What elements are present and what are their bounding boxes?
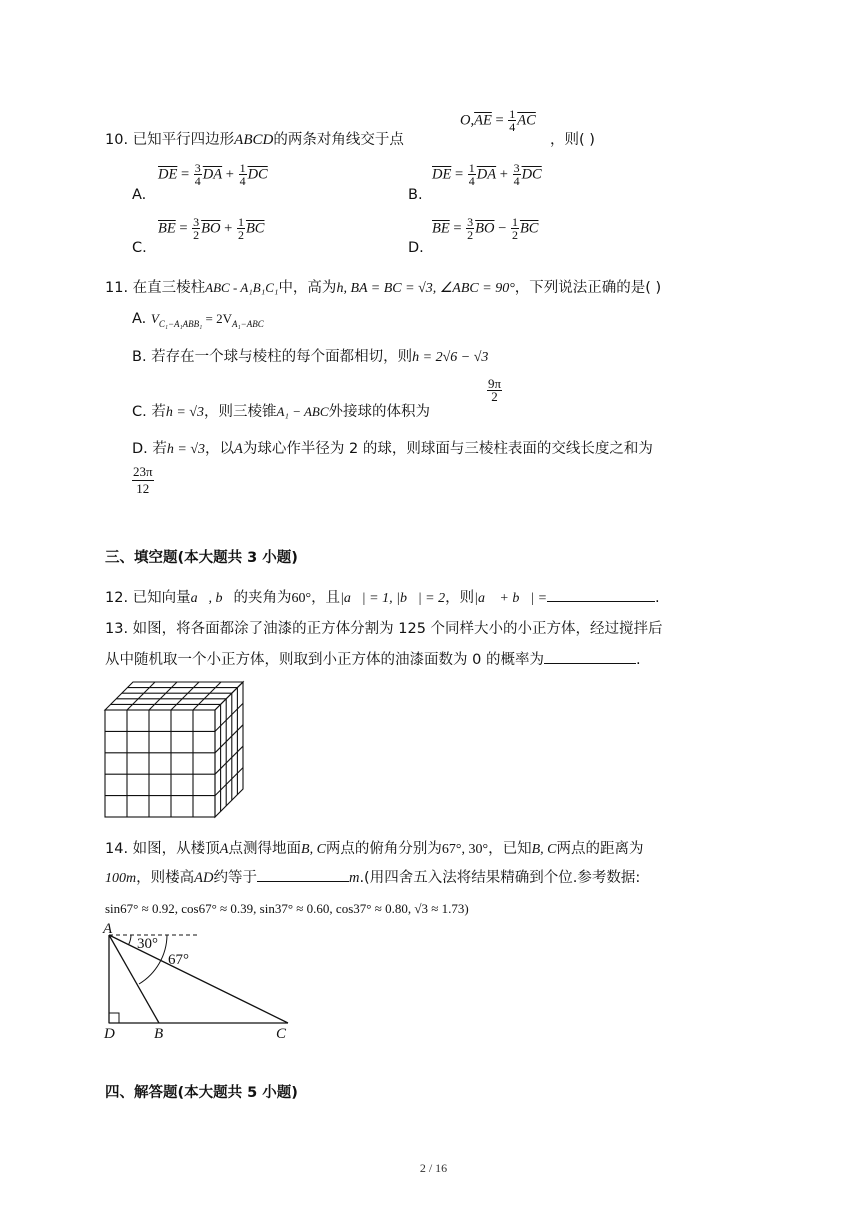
q12: 12. 已知向量a⃗, b⃗的夹角为60°，且|a⃗| = 1, |b⃗| = 2，则|a⃗ + b⃗| = . [105,590,660,606]
q10-option-a-label: A. [132,187,147,203]
q10-option-b-label: B. [408,187,423,203]
q13-line-1: 13. 如图，将各面都涂了油漆的正方体分割为 125 个同样大小的小正方体，经过搅拌后 [105,621,663,637]
q13-line-2: 从中随机取一个小正方体，则取到小正方体的油漆面数为 0 的概率为 . [105,652,641,668]
q10-option-d-label: D. [408,240,424,256]
section-4-title: 四、解答题(本大题共 5 小题) [105,1085,298,1101]
q14-answer-blank[interactable] [257,881,349,882]
q12-answer-blank[interactable] [547,601,655,602]
q11-stem: 11. 在直三棱柱ABC - A₁B₁C₁中，高为h, BA = BC = √3, ∠ABC = 90°，下列说法正确的是( ) [105,280,662,296]
point-a-label: A [103,921,113,937]
q11-option-b: B. 若存在一个球与棱柱的每个面都相切，则h = 2√6 − √3 [132,349,489,365]
q11-option-c-volume: $\frac{9\pi}{2}$ [488,376,502,404]
q10-stem: 10. 已知平行四边形ABCD的两条对角线交于点 [105,132,404,148]
building-triangle-figure [100,920,300,1045]
q14-line-2: 100m，则楼高AD约等于 m.(用四舍五入法将结果精确到个位.参考数据: [105,870,641,886]
cube-figure [100,677,250,822]
section-3-title: 三、填空题(本大题共 3 小题) [105,550,298,566]
angle-30-arc [129,935,131,945]
point-b-label: B [154,1026,164,1042]
point-c-label: C [276,1026,287,1042]
angle-67-label: 67° [168,952,189,968]
q10-option-c: $\overline{BE}$ = $\frac{3}{2}$ $\overline{BO}$ + $\frac{1}{2}$ $\overline{BC}$ [158,215,265,242]
line-ac [109,935,288,1023]
q11-option-c: C. 若h = √3，则三棱锥A₁ − ABC外接球的体积为 [132,404,431,420]
point-d-label: D [104,1026,115,1042]
q10-stem-end: ，则( ) [550,132,595,148]
q10-option-a: $\overline{DE}$ = $\frac{3}{4}$ $\overline{DA}$ + $\frac{1}{4}$ $\overline{DC}$ [158,161,268,188]
q11-option-d: D. 若h = √3，以A为球心作半径为 2 的球，则球面与三棱柱表面的交线长度之和为 [132,441,653,457]
page-number: 2 / 16 [419,1161,448,1175]
q10-option-b: $\overline{DE}$ = $\frac{1}{4}$ $\overline{DA}$ + $\frac{3}{4}$ $\overline{DC}$ [432,161,542,188]
q11-option-d-length: $\frac{23\pi}{12}$ [133,464,153,496]
q14-reference-data: sin67° ≈ 0.92, cos67° ≈ 0.39, sin37° ≈ 0.60, cos37° ≈ 0.80, √3 ≈ 1.73) [105,901,469,916]
q10-option-d: $\overline{BE}$ = $\frac{3}{2}$ $\overline{BO}$ − $\frac{1}{2}$ $\overline{BC}$ [432,215,539,242]
q10-condition: $O,\overline{AE}$ = $\frac{1}{4}$ $\overline{AC}$ [460,107,536,134]
q10-option-c-label: C. [132,240,147,256]
q11-option-a: A. $V_{C_1-A_1ABB_1} = 2V_{A_1-ABC}$ [132,311,264,329]
right-angle-mark [109,1013,119,1023]
q14-line-1: 14. 如图，从楼顶A点测得地面B, C两点的俯角分别为67°, 30°，已知B, C两点的距离为 [105,841,644,857]
q13-answer-blank[interactable] [544,663,636,664]
angle-30-label: 30° [137,936,158,952]
